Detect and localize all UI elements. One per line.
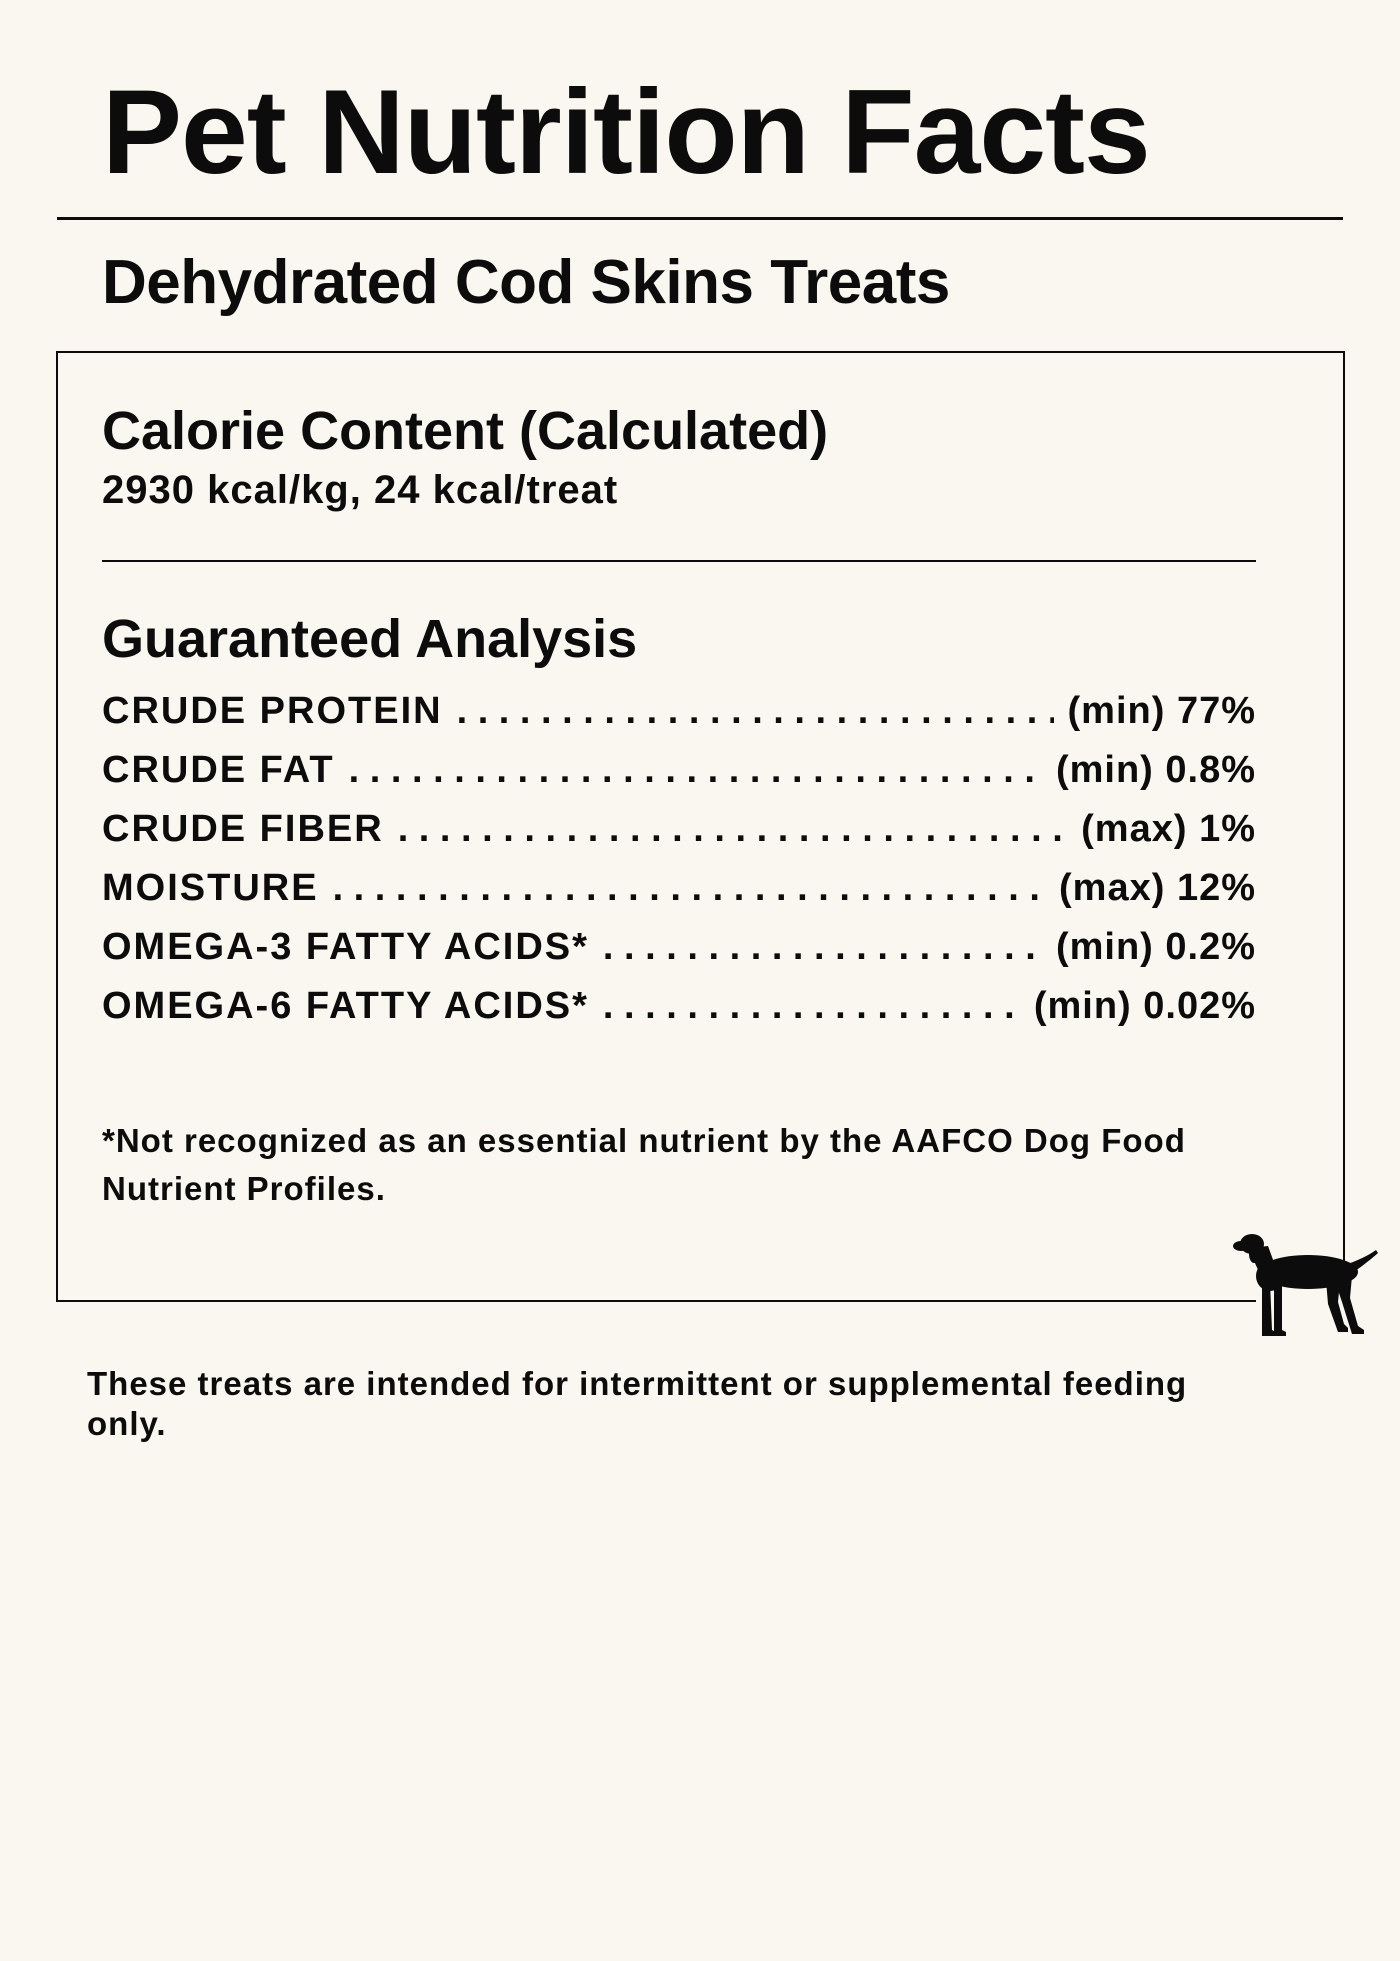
analysis-name: OMEGA-6 FATTY ACIDS* <box>102 985 589 1027</box>
calorie-heading: Calorie Content (Calculated) <box>102 401 829 461</box>
analysis-row-moisture <box>102 867 1256 926</box>
disclaimer: These treats are intended for intermittent or supplemental feeding only. <box>87 1365 1188 1442</box>
dot-leader <box>603 926 1042 969</box>
analysis-value: (max) 1% <box>1081 808 1256 850</box>
footnote: *Not recognized as an essential nutrient by the AAFCO Dog Food Nutrient Profiles. <box>102 1122 1186 1207</box>
analysis-name: CRUDE FAT <box>102 749 335 791</box>
analysis-row-crude-protein <box>102 690 1256 749</box>
analysis-name: CRUDE FIBER <box>102 808 384 850</box>
guaranteed-analysis-heading: Guaranteed Analysis <box>102 609 638 669</box>
analysis-value: (min) 77% <box>1067 690 1256 732</box>
analysis-value: (max) 12% <box>1059 867 1256 909</box>
analysis-row-omega-6 <box>102 985 1256 1044</box>
analysis-row-crude-fiber <box>102 808 1256 867</box>
dot-leader <box>398 808 1067 851</box>
analysis-value: (min) 0.2% <box>1055 926 1256 968</box>
analysis-name: OMEGA-3 FATTY ACIDS* <box>102 926 589 968</box>
dot-leader <box>349 749 1042 792</box>
guaranteed-analysis-list <box>102 690 1256 1044</box>
dot-leader <box>603 985 1020 1028</box>
analysis-value: (min) 0.02% <box>1033 985 1256 1027</box>
title-divider <box>57 217 1343 220</box>
section-divider <box>102 560 1256 562</box>
product-name: Dehydrated Cod Skins Treats <box>102 248 950 317</box>
analysis-row-omega-3 <box>102 926 1256 985</box>
analysis-name: CRUDE PROTEIN <box>102 690 443 732</box>
dog-icon <box>1230 1226 1380 1338</box>
calorie-value: 2930 kcal/kg, 24 kcal/treat <box>102 468 619 512</box>
dot-leader <box>333 867 1045 910</box>
analysis-value: (min) 0.8% <box>1055 749 1256 791</box>
dot-leader <box>457 690 1054 733</box>
analysis-row-crude-fat <box>102 749 1256 808</box>
page-title: Pet Nutrition Facts <box>102 65 1150 199</box>
panel-bottom-border <box>56 1300 1256 1302</box>
analysis-name: MOISTURE <box>102 867 319 909</box>
